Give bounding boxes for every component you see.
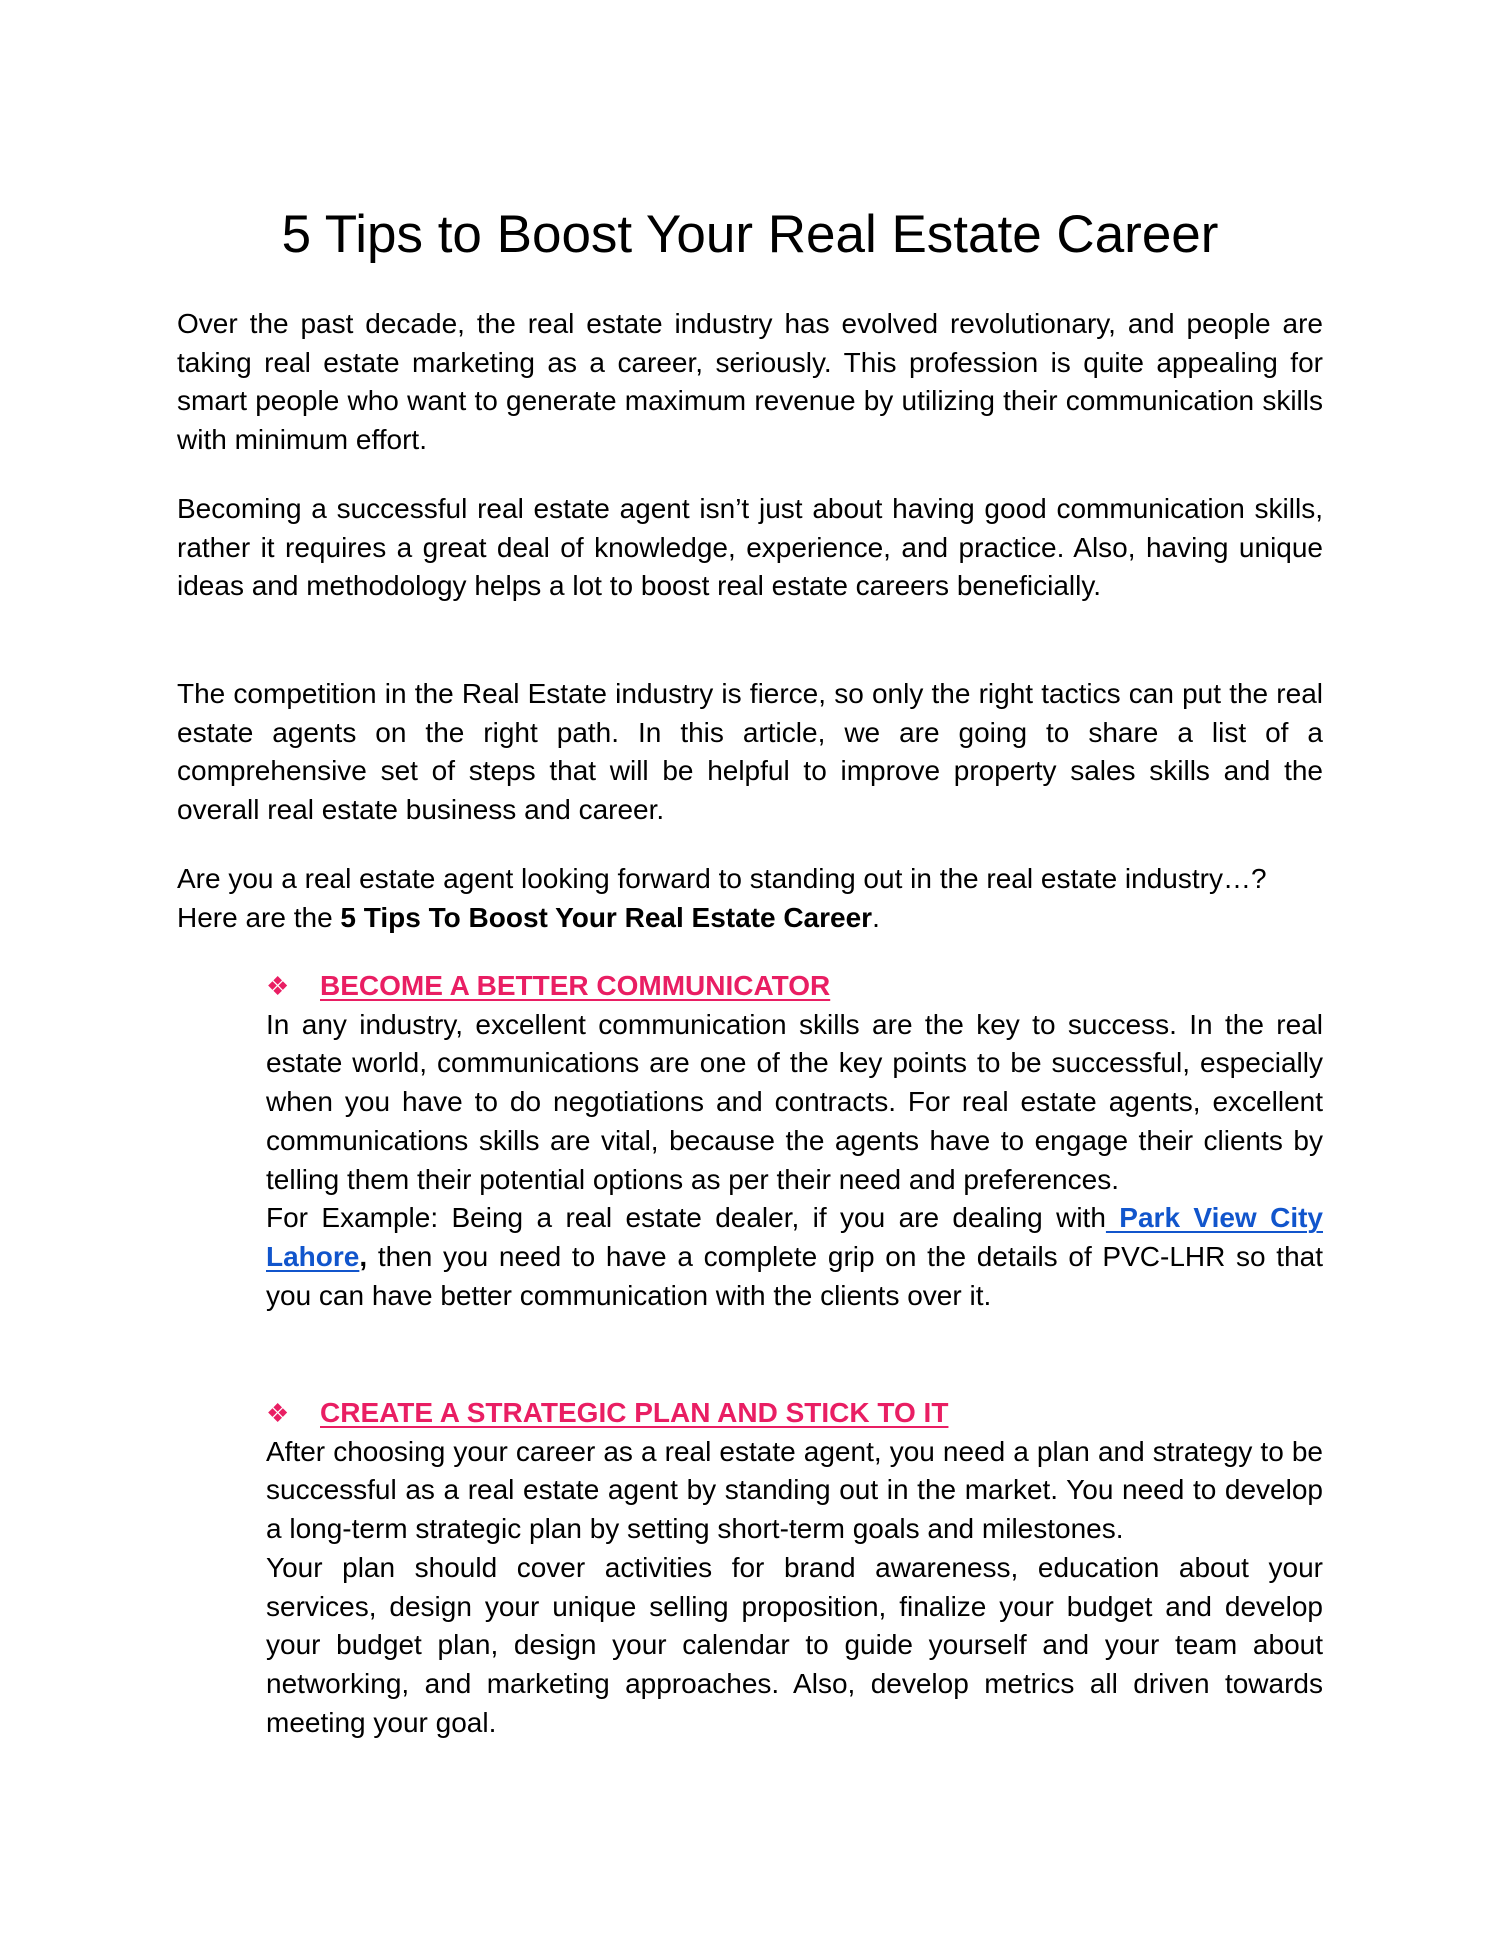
tip-2-heading-text: CREATE A STRATEGIC PLAN AND STICK TO IT: [320, 1397, 949, 1428]
tip-2-body-text-2: Your plan should cover activities for brand awareness, education about your services, design your unique selling proposition, finalize your budget and develop your budget plan, design your calendar to guide yourself and your team about networking, and marketing approaches. Also, develop metrics all driven towards meeting your goal.: [266, 1551, 1323, 1738]
tip-1-body: [266, 1006, 1323, 1316]
intro-bold: 5 Tips To Boost Your Real Estate Career: [340, 901, 873, 933]
tip-1-example-comma: ,: [359, 1240, 368, 1272]
intro-line-1: Are you a real estate agent looking forward to standing out in the real estate industry…?: [177, 863, 1267, 894]
paragraph-3: The competition in the Real Estate industry is fierce, so only the right tactics can put the real estate agents on the right path. In this article, we are going to share a list of a comprehensive set of steps that will be helpful to improve property sales skills and the overall real estate business and career.: [177, 678, 1323, 826]
tip-2-heading: [266, 1394, 1323, 1433]
tip-1-heading-text: BECOME A BETTER COMMUNICATOR: [320, 970, 831, 1001]
tip-1: [266, 967, 1323, 1315]
paragraph-intro: [177, 860, 1323, 937]
diamond-bullet-icon: ❖: [266, 1398, 290, 1428]
paragraph-1: Over the past decade, the real estate industry has evolved revolutionary, and people are taking real estate marketing as a career, seriously. This profession is quite appealing for smart people who want to generate maximum revenue by utilizing their communication skills with minimum effort.: [177, 308, 1323, 456]
tip-1-body-text: In any industry, excellent communication skills are the key to success. In the real estate world, communications are one of the key points to be successful, especially when you have to do negotiations and contracts. For real estate agents, excellent communications skills are vital, because the agents have to engage their clients by telling them their potential options as per their need and preferences.: [266, 1008, 1323, 1195]
tip-1-example: [266, 1199, 1323, 1315]
diamond-bullet-icon: ❖: [266, 971, 290, 1001]
tip-1-example-lead: For Example: Being a real estate dealer, if you are dealing with: [266, 1202, 1106, 1234]
tip-1-heading: [266, 967, 1323, 1006]
tip-1-example-rest: then you need to have a complete grip on the details of PVC-LHR so that you can have better communication with the clients over it.: [266, 1240, 1323, 1311]
tip-2: [266, 1394, 1323, 1742]
park-view-city-lahore-link[interactable]: Park View City Lahore: [266, 1202, 1323, 1272]
intro-lead: Here are the: [177, 901, 341, 933]
tip-2-body-text: After choosing your career as a real estate agent, you need a plan and strategy to be successful as a real estate agent by standing out in the market. You need to develop a long-term strategic plan by setting short-term goals and milestones.: [266, 1435, 1323, 1545]
page-title: 5 Tips to Boost Your Real Estate Career: [281, 205, 1219, 264]
tip-2-body: [266, 1433, 1323, 1743]
paragraph-2: Becoming a successful real estate agent isn’t just about having good communication skills, rather it requires a great deal of knowledge, experience, and practice. Also, having unique ideas and methodology helps a lot to boost real estate careers beneficially.: [177, 493, 1323, 602]
intro-end: .: [872, 901, 880, 933]
